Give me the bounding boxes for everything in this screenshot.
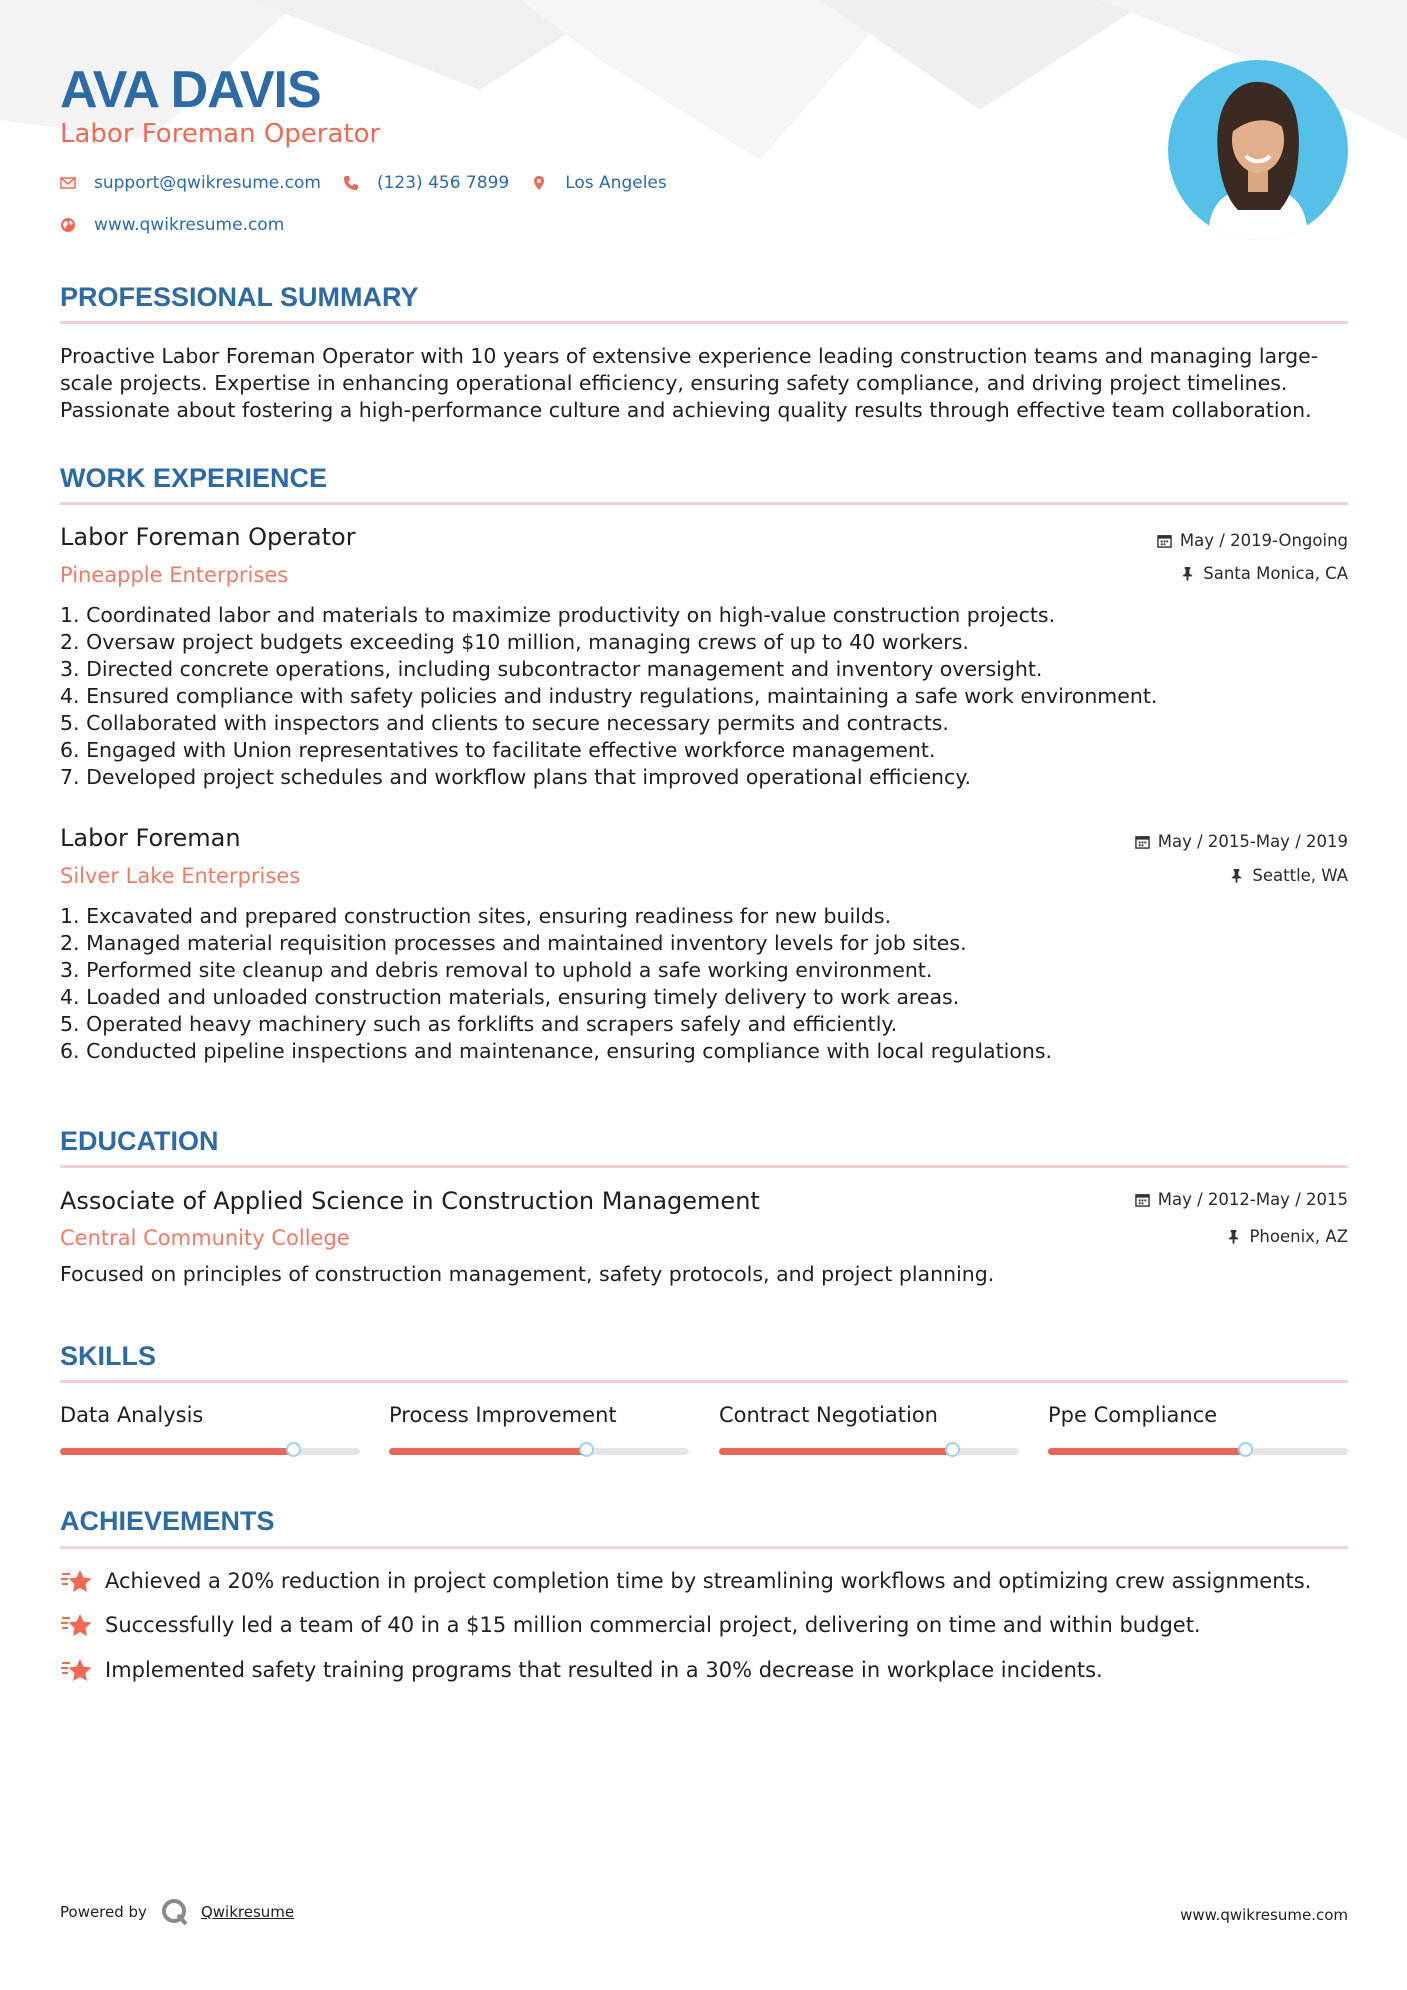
list-item: 2. Oversaw project budgets exceeding $10 million, managing crews of up to 40 workers. (60, 630, 969, 654)
education-description: Focused on principles of construction management, safety protocols, and project planning. (60, 1262, 995, 1286)
job-location (1229, 866, 1348, 885)
contact-location (531, 173, 667, 193)
star-icon (60, 1657, 94, 1683)
achievement-text: Successfully led a team of 40 in a $15 million commercial project, delivering on time and within budget. (105, 1613, 1201, 1637)
footer-website[interactable]: www.qwikresume.com (1180, 1906, 1348, 1924)
list-item: 3. Directed concrete operations, including subcontractor management and inventory oversight. (60, 657, 1043, 681)
list-item: 6. Conducted pipeline inspections and maintenance, ensuring compliance with local regulations. (60, 1039, 1053, 1063)
envelope-icon (60, 175, 76, 191)
skill-label: Process Improvement (389, 1403, 617, 1427)
profile-photo (1168, 60, 1348, 240)
job-bullets (60, 602, 1157, 791)
skill-label: Contract Negotiation (719, 1403, 938, 1427)
star-icon (60, 1568, 94, 1594)
summary-text: Proactive Labor Foreman Operator with 10 years of extensive experience leading construction teams and managing large-scale projects. Expertise in enhancing operational efficiency, ensuring safety compliance, and driving project timelines. Passionate about fostering a high-performance culture and achieving quality results through effective team collaboration. (60, 344, 1319, 422)
qwikresume-logo-icon (161, 1898, 189, 1926)
education-degree: Associate of Applied Science in Construction Management (60, 1187, 760, 1215)
education-location (1226, 1227, 1348, 1246)
skill-bar (1048, 1448, 1348, 1455)
star-icon (60, 1612, 94, 1638)
list-item: 1. Coordinated labor and materials to maximize productivity on high-value construction projects. (60, 603, 1056, 627)
list-item: 4. Loaded and unloaded construction materials, ensuring timely delivery to work areas. (60, 985, 960, 1009)
calendar-icon (1135, 834, 1150, 849)
list-item: 4. Ensured compliance with safety policies and industry regulations, maintaining a safe work environment. (60, 684, 1158, 708)
list-item: 3. Performed site cleanup and debris removal to uphold a safe working environment. (60, 958, 933, 982)
contact-row (60, 173, 689, 193)
education-location-text: Phoenix, AZ (1249, 1227, 1348, 1246)
footer-powered-by (60, 1898, 294, 1926)
achievements-heading: ACHIEVEMENTS (60, 1506, 275, 1536)
globe-icon (60, 217, 76, 233)
skills-heading: SKILLS (60, 1341, 157, 1371)
job-dates (1157, 531, 1348, 550)
contact-website[interactable] (60, 215, 284, 235)
job-dates-text: May / 2015-May / 2019 (1157, 832, 1348, 851)
list-item: 2. Managed material requisition processes and maintained inventory levels for job sites. (60, 931, 967, 955)
location-text: Los Angeles (565, 173, 667, 193)
pin-icon (1229, 868, 1244, 883)
skill-bar-fill (60, 1448, 294, 1455)
job-company: Silver Lake Enterprises (60, 864, 301, 888)
job-company: Pineapple Enterprises (60, 563, 289, 587)
skill-label: Ppe Compliance (1048, 1403, 1218, 1427)
skill-bar (719, 1448, 1019, 1455)
powered-by-label: Powered by (60, 1903, 147, 1921)
achievement-text: Implemented safety training programs that resulted in a 30% decrease in workplace incidents. (105, 1658, 1103, 1682)
pin-icon (1180, 566, 1195, 581)
section-divider (60, 1546, 1348, 1549)
job-title: Labor Foreman (60, 824, 241, 852)
section-divider (60, 502, 1348, 505)
skill-bar (60, 1448, 360, 1455)
skill-bar-fill (719, 1448, 953, 1455)
skill-bar-fill (389, 1448, 587, 1455)
skill-label: Data Analysis (60, 1403, 204, 1427)
experience-heading: WORK EXPERIENCE (60, 463, 328, 493)
calendar-icon (1157, 533, 1172, 548)
job-title: Labor Foreman Operator (60, 523, 356, 551)
list-item: 5. Collaborated with inspectors and clients to secure necessary permits and contracts. (60, 711, 949, 735)
candidate-name: AVA DAVIS (60, 61, 321, 119)
phone-text: (123) 456 7899 (376, 173, 510, 193)
section-divider (60, 321, 1348, 324)
list-item: 6. Engaged with Union representatives to facilitate effective workforce management. (60, 738, 936, 762)
candidate-role: Labor Foreman Operator (60, 119, 381, 149)
section-divider (60, 1380, 1348, 1383)
summary-heading: PROFESSIONAL SUMMARY (60, 282, 419, 312)
list-item: 7. Developed project schedules and workflow plans that improved operational efficiency. (60, 765, 972, 789)
list-item: 1. Excavated and prepared construction sites, ensuring readiness for new builds. (60, 904, 892, 928)
phone-icon (343, 175, 359, 191)
skill-bar-knob (945, 1442, 960, 1457)
map-pin-icon (531, 175, 547, 191)
job-bullets (60, 903, 1052, 1065)
job-location-text: Santa Monica, CA (1203, 564, 1348, 583)
website-text: www.qwikresume.com (94, 215, 285, 235)
pin-icon (1226, 1229, 1241, 1244)
achievement-item (60, 1612, 1201, 1638)
contact-row-website (60, 215, 306, 235)
footer-brand-link[interactable]: Qwikresume (200, 1903, 295, 1921)
job-location-text: Seattle, WA (1252, 866, 1348, 885)
job-dates (1135, 832, 1348, 851)
skill-bar-knob (579, 1442, 594, 1457)
email-text: support@qwikresume.com (94, 173, 321, 193)
job-location (1180, 564, 1348, 583)
achievement-item (60, 1657, 1103, 1683)
contact-phone[interactable] (343, 173, 509, 193)
section-divider (60, 1165, 1348, 1168)
skill-bar (389, 1448, 689, 1455)
education-heading: EDUCATION (60, 1126, 219, 1156)
job-dates-text: May / 2019-Ongoing (1179, 531, 1348, 550)
education-dates-text: May / 2012-May / 2015 (1157, 1190, 1348, 1209)
education-school: Central Community College (60, 1226, 350, 1250)
contact-email[interactable] (60, 173, 321, 193)
achievement-item (60, 1568, 1311, 1594)
skill-bar-knob (1238, 1442, 1253, 1457)
education-dates (1135, 1190, 1348, 1209)
achievement-text: Achieved a 20% reduction in project completion time by streamlining workflows and optimizing crew assignments. (105, 1569, 1312, 1593)
list-item: 5. Operated heavy machinery such as forklifts and scrapers safely and efficiently. (60, 1012, 898, 1036)
calendar-icon (1135, 1192, 1150, 1207)
skill-bar-knob (286, 1442, 301, 1457)
skill-bar-fill (1048, 1448, 1246, 1455)
